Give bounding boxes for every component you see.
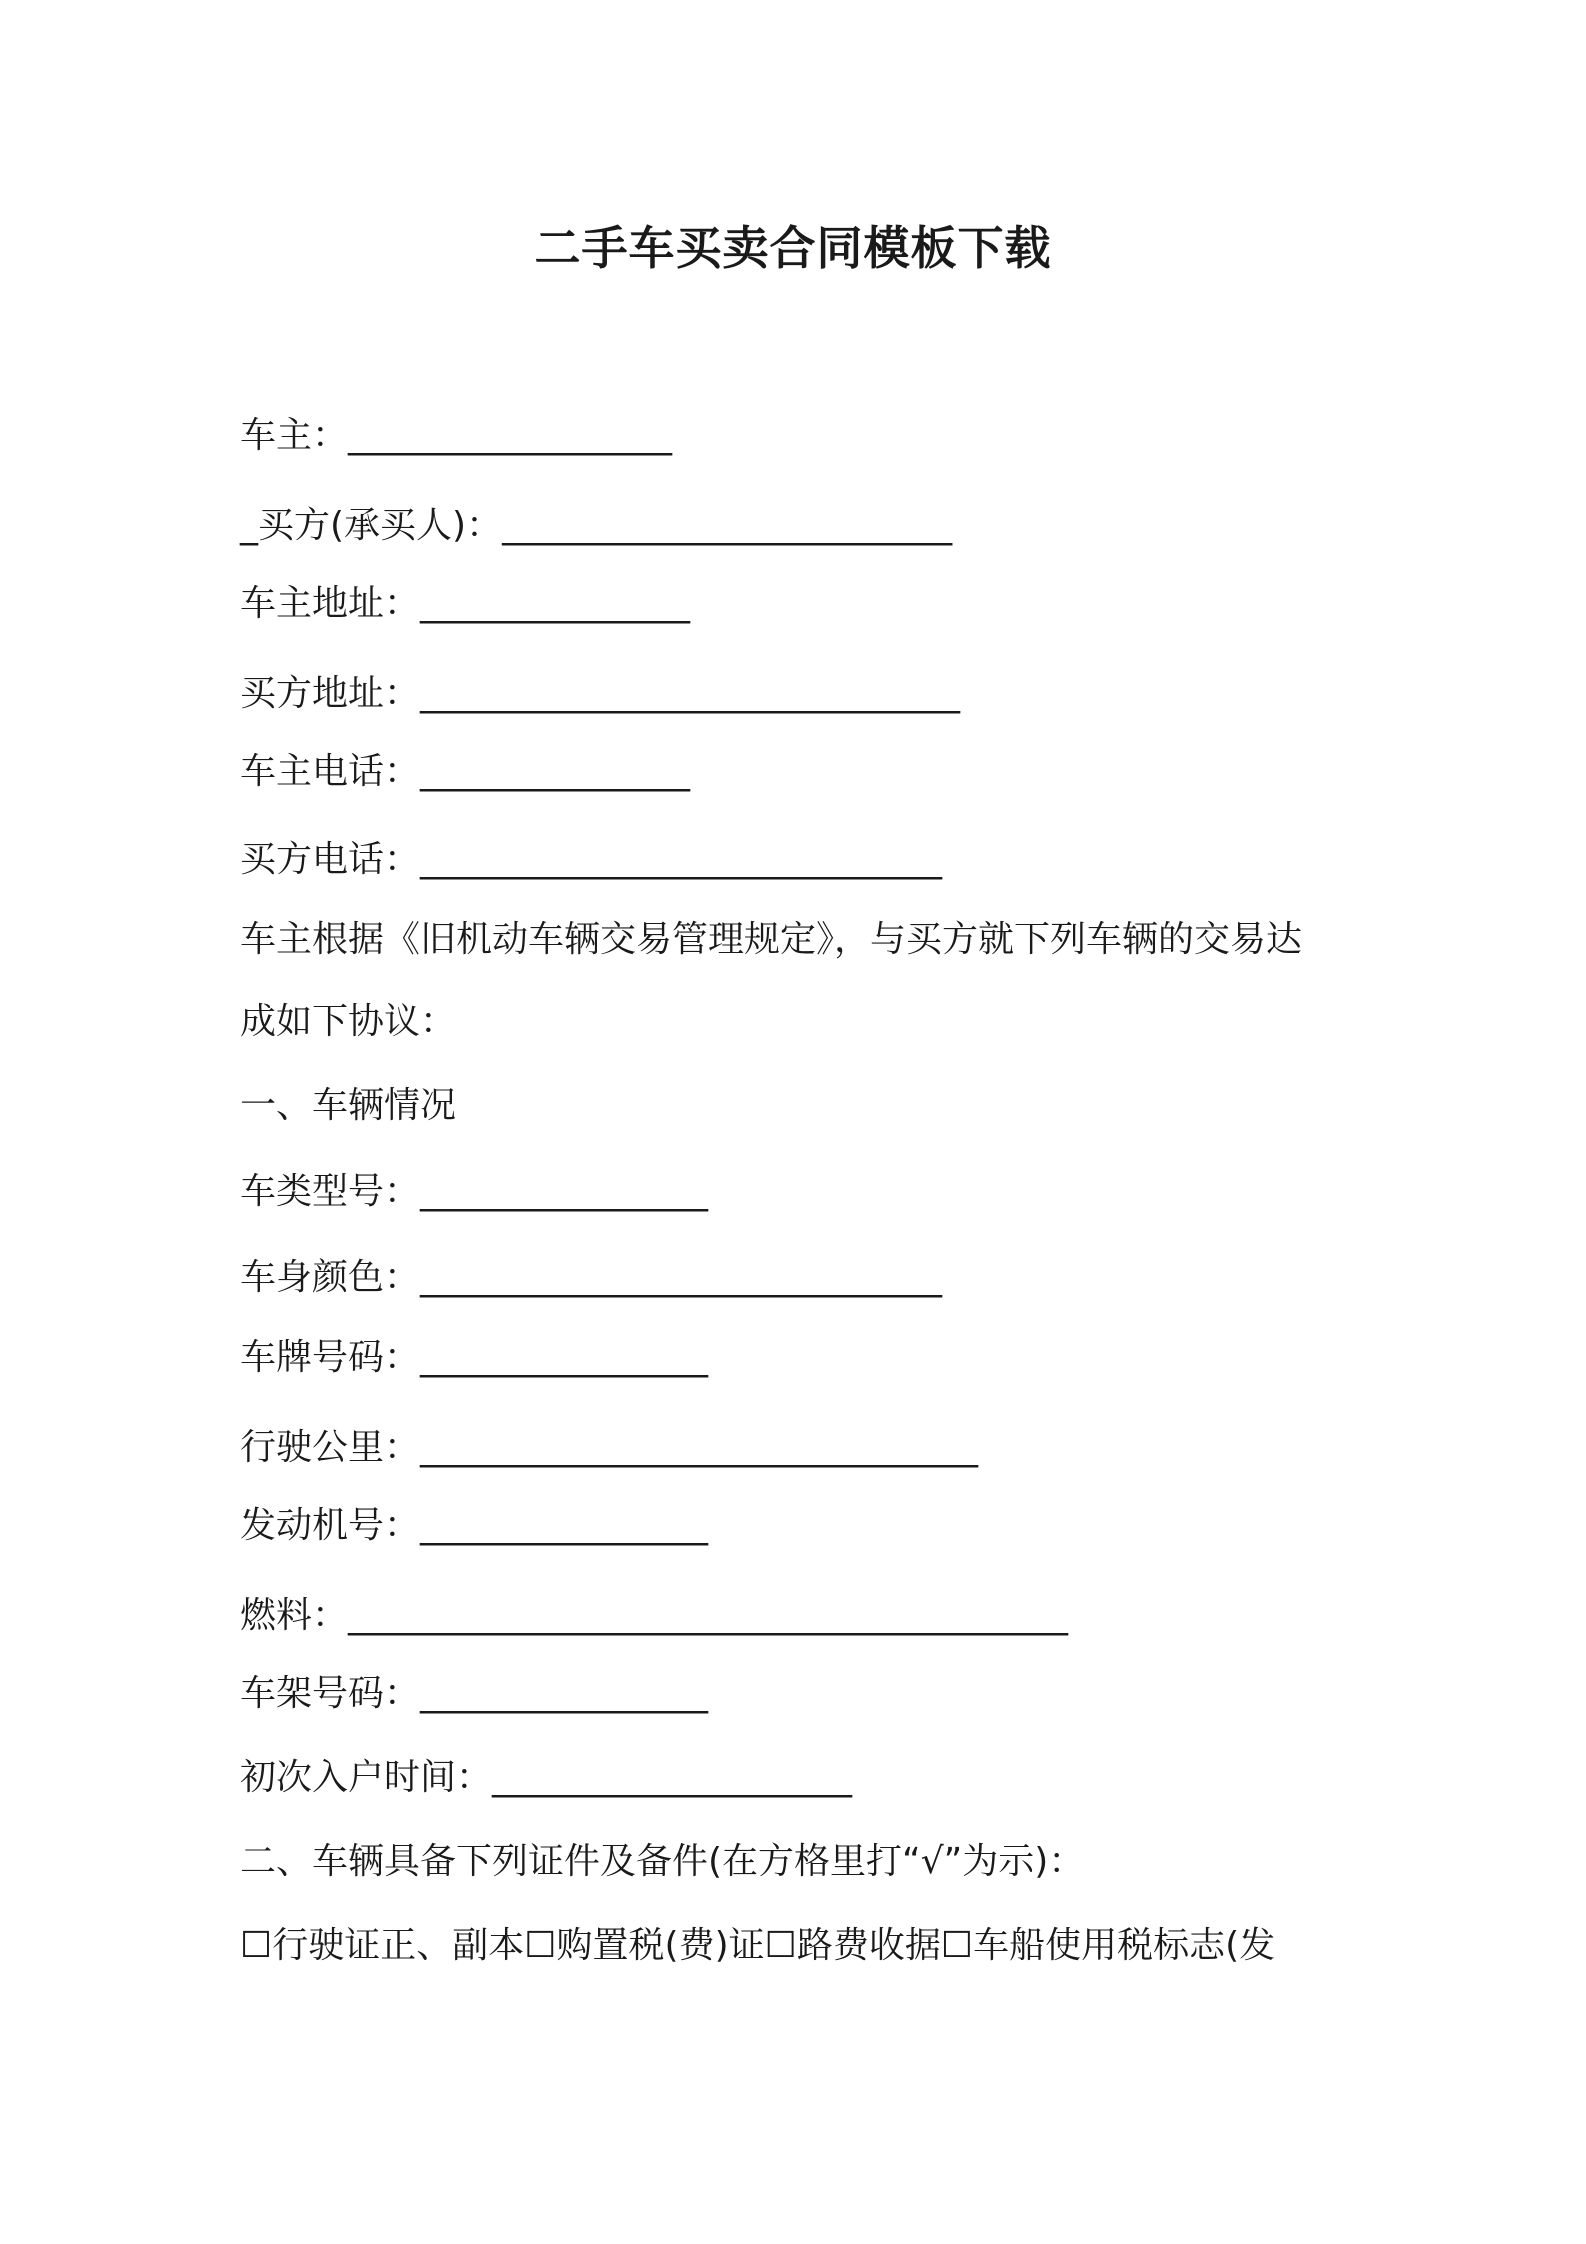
owner-field: 车主：__________________ [240, 415, 673, 456]
documents-checklist-line: ☐行驶证正、副本☐购置税(费)证☐路费收据☐车船使用税标志(发 [240, 1925, 1276, 1966]
first-registration-field: 初次入户时间：____________________ [240, 1757, 853, 1798]
intro-paragraph-line-2: 成如下协议： [240, 1001, 457, 1042]
document-title: 二手车买卖合同模板下载 [534, 221, 1052, 275]
intro-paragraph-line-1: 车主根据《旧机动车辆交易管理规定》，与买方就下列车辆的交易达 [240, 919, 1303, 960]
owner-address-field: 车主地址：_______________ [240, 583, 691, 624]
frame-number-field: 车架号码：________________ [240, 1673, 709, 1714]
vehicle-model-field: 车类型号：________________ [240, 1171, 709, 1212]
mileage-field: 行驶公里：_______________________________ [240, 1427, 979, 1468]
section-heading-vehicle: 一、车辆情况 [240, 1085, 457, 1126]
buyer-field: _买方(承买人)：_________________________ [240, 505, 953, 546]
vehicle-color-field: 车身颜色：_____________________________ [240, 1257, 943, 1298]
buyer-phone-field: 买方电话：_____________________________ [240, 839, 943, 880]
fuel-field: 燃料：________________________________________ [240, 1595, 1069, 1636]
buyer-address-field: 买方地址：______________________________ [240, 673, 961, 714]
section-heading-documents: 二、车辆具备下列证件及备件(在方格里打“√”为示)： [240, 1841, 1085, 1882]
engine-number-field: 发动机号：________________ [240, 1505, 709, 1546]
owner-phone-field: 车主电话：_______________ [240, 751, 691, 792]
plate-number-field: 车牌号码：________________ [240, 1337, 709, 1378]
